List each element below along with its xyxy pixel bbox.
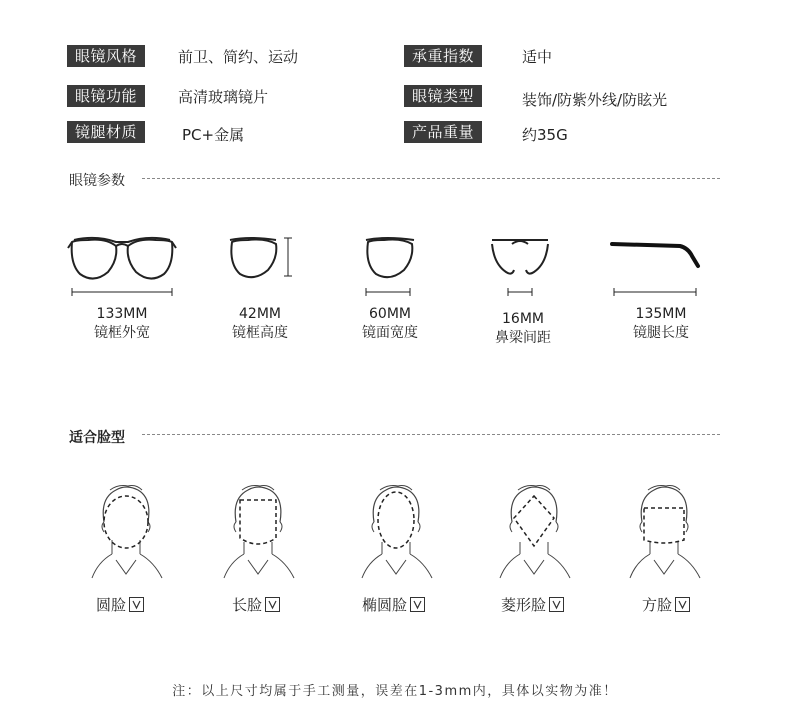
checkmark-box-icon	[410, 597, 425, 612]
face-name: 长脸	[232, 596, 263, 614]
spec-label-function: 眼镜功能	[67, 85, 145, 107]
checkmark-box-icon	[265, 597, 280, 612]
checkmark-box-icon	[549, 597, 564, 612]
face-label-oval	[362, 594, 425, 615]
spec-value-function: 高清玻璃镜片	[178, 88, 269, 106]
round-face-icon	[90, 482, 164, 582]
long-face-icon	[222, 482, 296, 582]
face-name: 圆脸	[96, 596, 127, 614]
checkmark-box-icon	[675, 597, 690, 612]
measurement-name: 镜腿长度	[633, 325, 689, 341]
measurement-value: 16MM	[502, 311, 544, 327]
measurement-value: 42MM	[239, 306, 281, 322]
spec-value-temple-material: PC+金属	[182, 126, 245, 144]
params-section-title: 眼镜参数	[69, 173, 125, 189]
measurement-name: 镜框外宽	[94, 325, 150, 341]
spec-label-type: 眼镜类型	[404, 85, 482, 107]
spec-label-load: 承重指数	[404, 45, 482, 67]
measurement-frame-height	[215, 305, 305, 343]
spec-value-style: 前卫、简约、运动	[178, 48, 299, 66]
measurement-value: 135MM	[635, 306, 687, 322]
diamond-face-icon	[498, 482, 572, 582]
face-name: 菱形脸	[501, 596, 547, 614]
spec-value-type: 装饰/防紫外线/防眩光	[522, 91, 668, 109]
lens-height-icon	[226, 232, 298, 282]
lens-width-icon	[362, 232, 418, 300]
measurement-value: 133MM	[96, 306, 148, 322]
faces-section-title: 适合脸型	[69, 430, 125, 446]
measurement-nose-bridge	[478, 310, 568, 348]
oval-face-icon	[360, 482, 434, 582]
measurement-frame-width	[72, 305, 172, 343]
face-name: 椭圆脸	[362, 596, 408, 614]
spec-value-load: 适中	[522, 48, 553, 66]
face-name: 方脸	[642, 596, 673, 614]
spec-label-style: 眼镜风格	[67, 45, 145, 67]
measurement-name: 镜面宽度	[362, 325, 418, 341]
glasses-front-width-icon	[66, 232, 178, 300]
measurement-name: 鼻梁间距	[495, 330, 551, 346]
face-label-square	[642, 594, 690, 615]
face-label-round	[96, 594, 144, 615]
measurement-disclaimer: 注：以上尺寸均属于手工测量，误差在1-3mm内，具体以实物为准！	[172, 684, 618, 699]
face-label-long	[232, 594, 280, 615]
faces-divider	[142, 434, 720, 435]
measurement-value: 60MM	[369, 306, 411, 322]
measurement-name: 镜框高度	[232, 325, 288, 341]
spec-label-temple-material: 镜腿材质	[67, 121, 145, 143]
measurement-temple-length	[616, 305, 706, 343]
square-face-icon	[628, 482, 702, 582]
face-label-diamond	[501, 594, 564, 615]
temple-arm-icon	[610, 232, 702, 300]
spec-label-weight: 产品重量	[404, 121, 482, 143]
checkmark-box-icon	[129, 597, 144, 612]
nose-bridge-icon	[490, 232, 550, 300]
measurement-lens-width	[345, 305, 435, 343]
spec-value-weight: 约35G	[522, 126, 568, 144]
params-divider	[142, 178, 720, 179]
